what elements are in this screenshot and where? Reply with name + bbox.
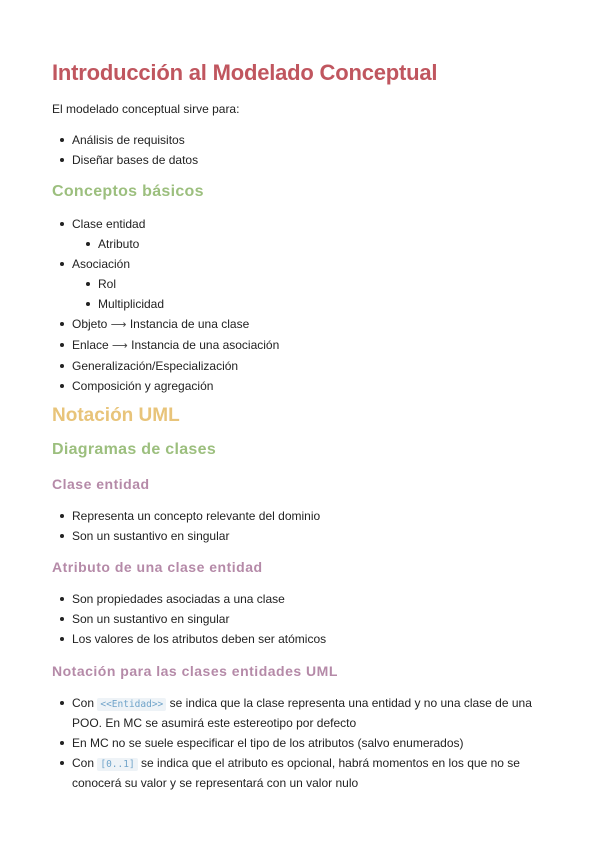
list-item: Los valores de los atributos deben ser atómicos	[58, 629, 548, 649]
clase-entidad-sublist	[84, 234, 548, 254]
conceptos-heading: Conceptos básicos	[52, 183, 204, 200]
list-item: Análisis de requisitos	[58, 130, 548, 150]
enlace-label: Enlace	[72, 338, 109, 352]
clase-entidad-heading: Clase entidad	[52, 476, 150, 492]
objeto-label: Objeto	[72, 317, 108, 331]
intro-text: El modelado conceptual sirve para:	[52, 102, 240, 116]
clase-entidad-list	[58, 506, 548, 546]
atributo-list	[58, 589, 548, 649]
list-item	[58, 694, 548, 732]
notacion-item3-pre: Con	[72, 756, 95, 770]
list-item: Representa un concepto relevante del dominio	[58, 506, 548, 526]
list-item	[58, 314, 548, 335]
notacion-item3-post: se indica que el atributo es opcional, habrá momentos en los que no se conocerá su valor y se representará con un valor nulo	[72, 756, 520, 790]
list-item: Atributo	[84, 234, 548, 254]
notacion-item1-pre: Con	[72, 696, 95, 710]
clase-entidad-label: Clase entidad	[72, 217, 146, 231]
uses-list	[58, 130, 548, 170]
list-item: Rol	[84, 274, 548, 294]
notacion-heading: Notación para las clases entidades UML	[52, 663, 338, 679]
asociacion-label: Asociación	[72, 257, 131, 271]
entidad-stereotype-code: <<Entidad>>	[97, 698, 166, 711]
arrow-icon: ⟶	[112, 339, 128, 352]
list-item	[58, 254, 548, 314]
list-item: Composición y agregación	[58, 376, 548, 396]
uml-heading: Notación UML	[52, 405, 180, 426]
list-item: Son propiedades asociadas a una clase	[58, 589, 548, 609]
list-item: En MC no se suele especificar el tipo de los atributos (salvo enumerados)	[58, 734, 548, 752]
notacion-item1-post: se indica que la clase representa una entidad y no una clase de una POO. En MC se asumirá este estereotipo por defecto	[72, 696, 532, 730]
atributo-heading: Atributo de una clase entidad	[52, 559, 263, 575]
list-item: Son un sustantivo en singular	[58, 609, 548, 629]
conceptos-list	[58, 214, 548, 396]
enlace-definition: Instancia de una asociación	[131, 338, 280, 352]
list-item: Multiplicidad	[84, 294, 548, 314]
list-item: Generalización/Especialización	[58, 356, 548, 376]
list-item	[58, 754, 548, 792]
list-item	[58, 214, 548, 254]
list-item	[58, 335, 548, 356]
diagramas-heading: Diagramas de clases	[52, 441, 217, 458]
asociacion-sublist	[84, 274, 548, 314]
notacion-list	[58, 694, 548, 794]
list-item: Son un sustantivo en singular	[58, 526, 548, 546]
multiplicity-code: [0..1]	[97, 758, 137, 771]
objeto-definition: Instancia de una clase	[129, 317, 250, 331]
arrow-icon: ⟶	[110, 318, 127, 331]
page-title: Introducción al Modelado Conceptual	[52, 60, 438, 85]
list-item: Diseñar bases de datos	[58, 150, 548, 170]
